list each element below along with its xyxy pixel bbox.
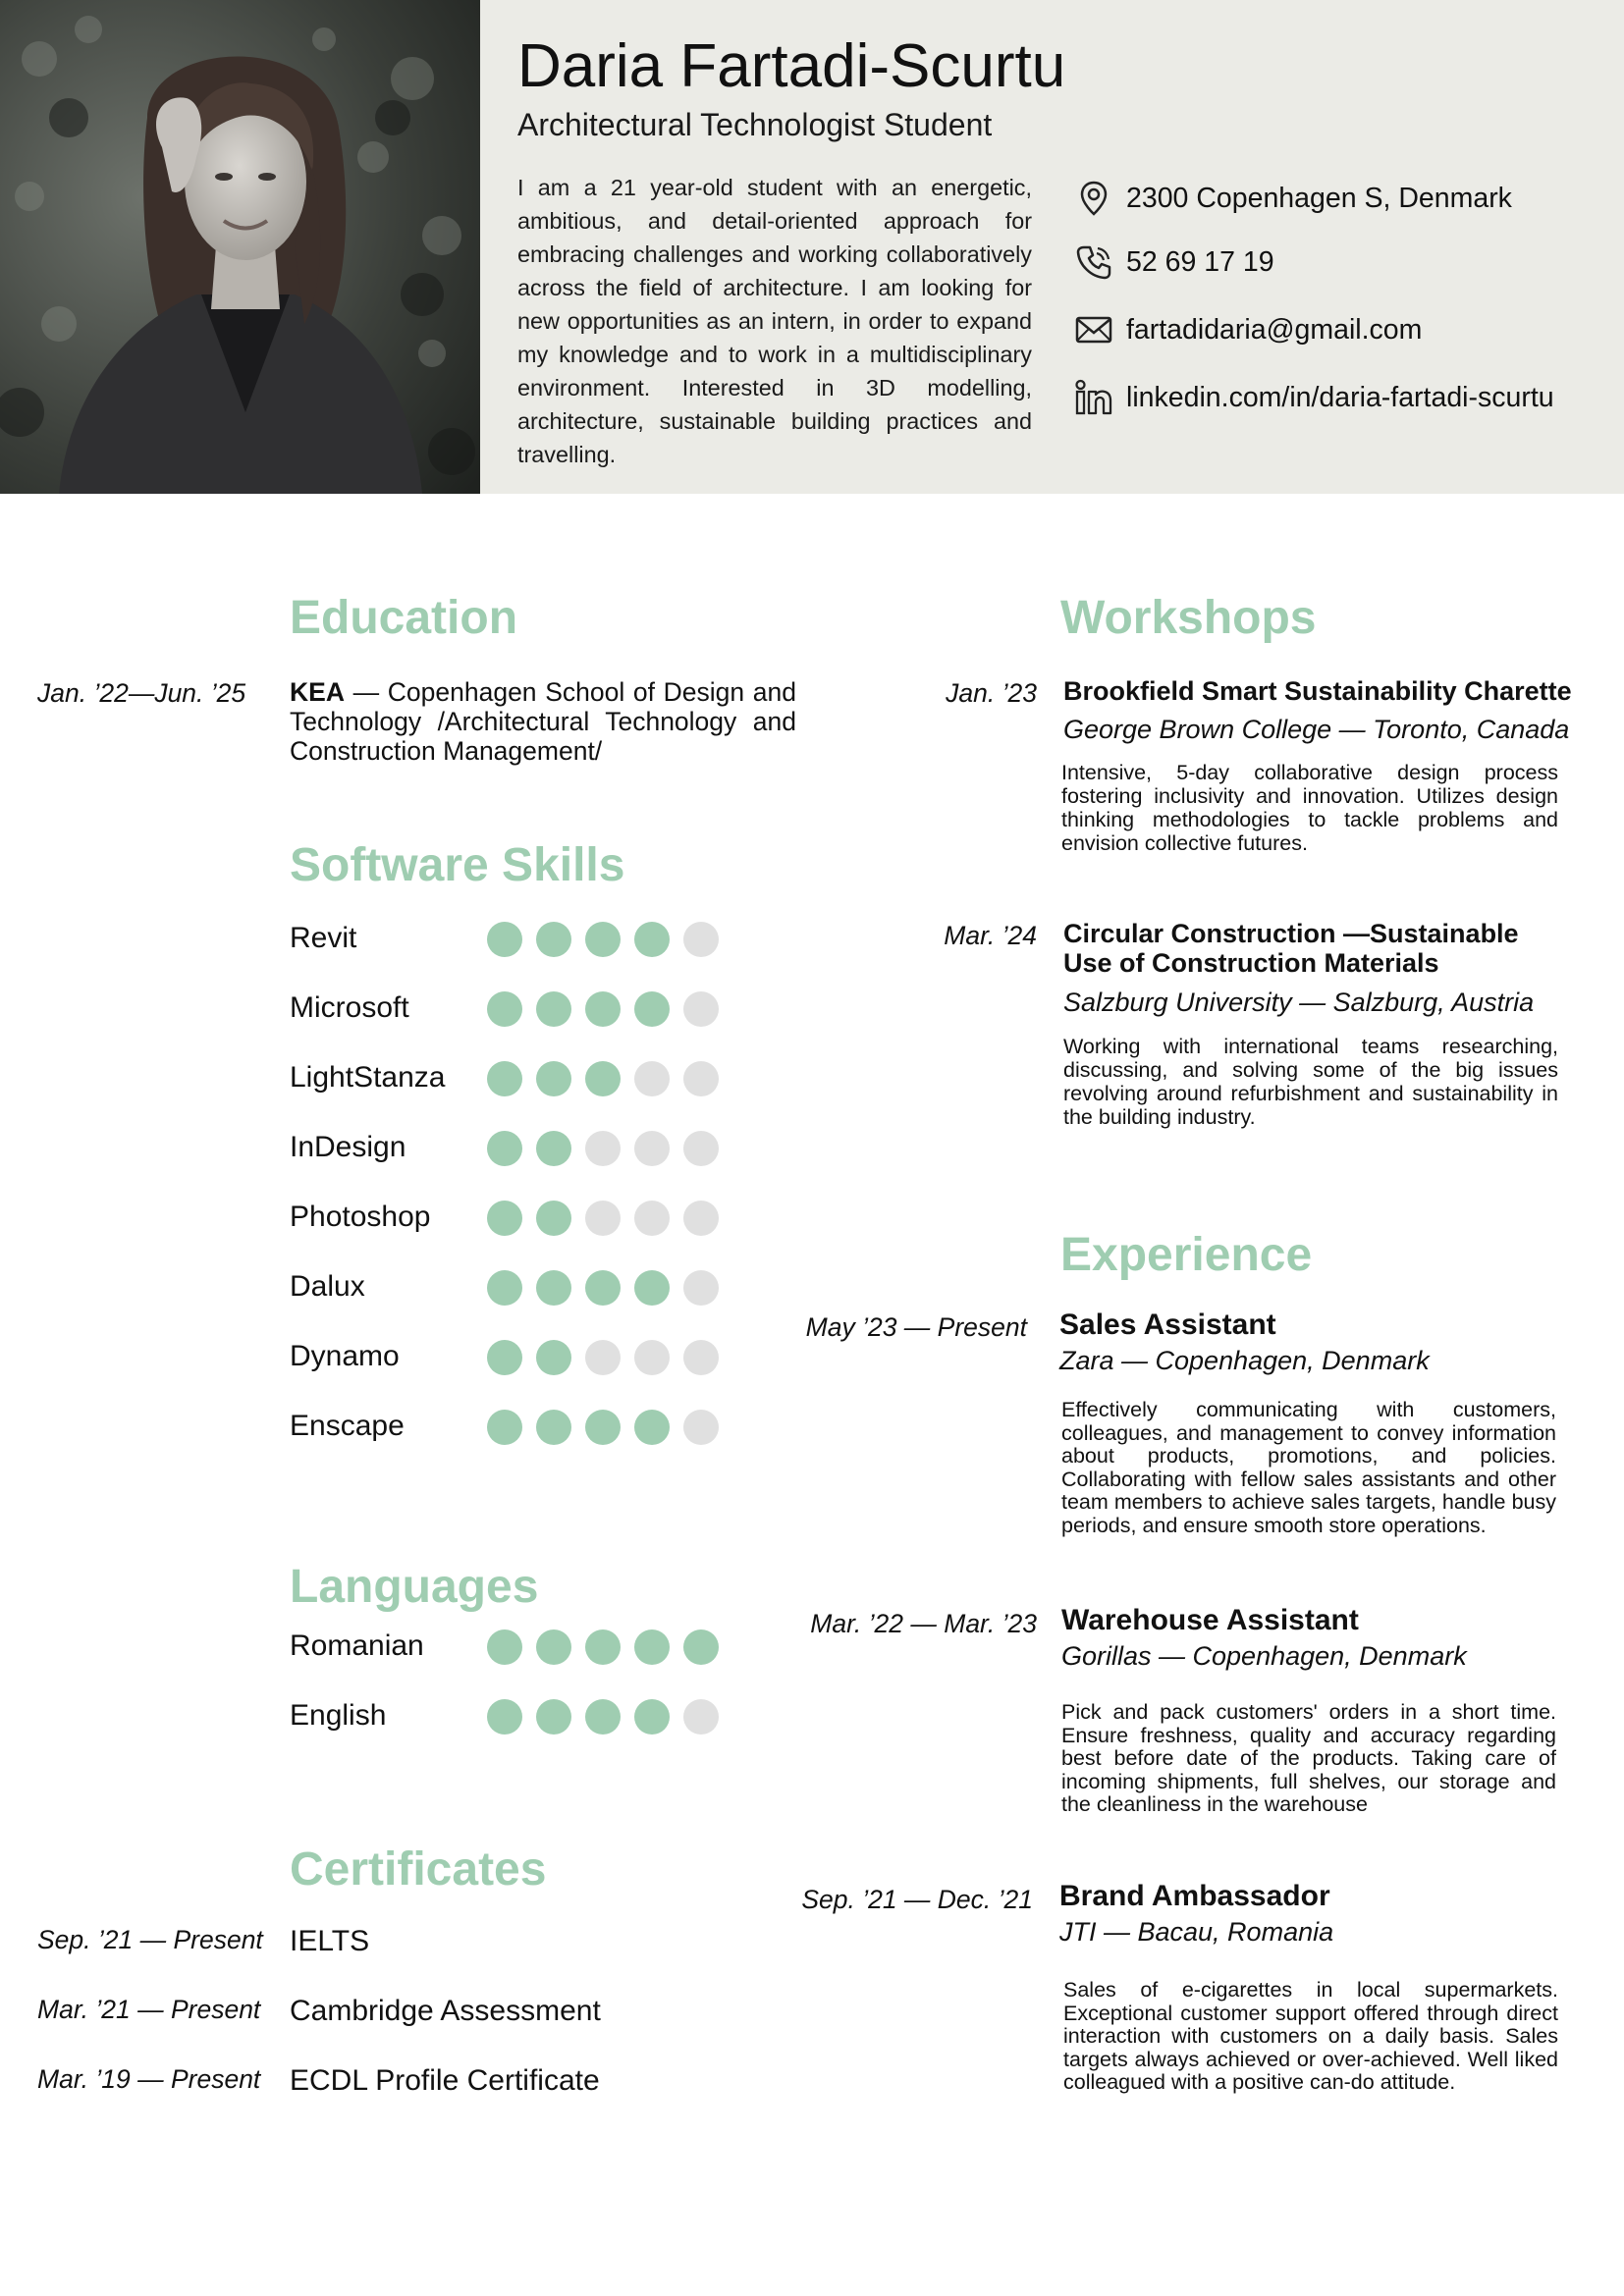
rating-dot-filled (634, 922, 670, 957)
workshop-description: Working with international teams researching, discussing, and solving some of the big issues revolving around refurbishment and sustainability in the building industry. (1063, 1035, 1558, 1129)
rating-dot-empty (683, 1699, 719, 1735)
location-pin-icon (1074, 179, 1113, 218)
rating-dot-empty (634, 1201, 670, 1236)
rating-dot-empty (634, 1131, 670, 1166)
phone-text: 52 69 17 19 (1126, 245, 1274, 278)
rating-label: LightStanza (290, 1061, 446, 1094)
experience-description: Pick and pack customers' orders in a short time. Ensure freshness, quality and accuracy regarding best before date of the products. Taking care of incoming shipments, full shelves, our storage and the cleanliness in the warehouse (1061, 1700, 1556, 1816)
rating-dot-filled (536, 1629, 571, 1665)
rating-dots (487, 1270, 732, 1306)
rating-dot-empty (683, 1061, 719, 1096)
rating-label: English (290, 1699, 387, 1732)
rating-dot-empty (634, 1340, 670, 1375)
rating-dots (487, 1131, 732, 1166)
certificate-name: Cambridge Assessment (290, 1995, 601, 2027)
experience-date: Sep. ’21 — Dec. ’21 (801, 1885, 1033, 1914)
rating-dot-filled (487, 1410, 522, 1445)
linkedin-icon (1074, 378, 1113, 417)
rating-dot-filled (536, 991, 571, 1027)
rating-dot-filled (536, 1201, 571, 1236)
rating-dot-empty (683, 1270, 719, 1306)
rating-label: Revit (290, 922, 357, 954)
rating-label: Enscape (290, 1410, 405, 1442)
linkedin-text: linkedin.com/in/daria-fartadi-scurtu (1126, 381, 1554, 413)
rating-dot-filled (585, 1629, 621, 1665)
phone-icon (1074, 242, 1113, 282)
rating-row (290, 985, 731, 1032)
rating-dot-filled (585, 991, 621, 1027)
rating-row (290, 1194, 731, 1241)
workshop-date: Jan. ’23 (946, 678, 1037, 708)
rating-label: Romanian (290, 1629, 424, 1662)
rating-dot-filled (585, 922, 621, 957)
rating-dots (487, 1699, 732, 1735)
rating-dot-filled (487, 1340, 522, 1375)
workshop-subtitle: George Brown College — Toronto, Canada (1063, 715, 1570, 744)
experience-subtitle: JTI — Bacau, Romania (1059, 1917, 1334, 1947)
rating-dot-filled (487, 922, 522, 957)
workshop-title: Brookfield Smart Sustainability Charette (1063, 676, 1572, 706)
rating-dot-empty (683, 1340, 719, 1375)
rating-dot-empty (585, 1340, 621, 1375)
contact-linkedin[interactable] (1074, 373, 1609, 422)
experience-title: Brand Ambassador (1059, 1880, 1330, 1912)
rating-dot-filled (487, 1131, 522, 1166)
contact-email[interactable] (1074, 305, 1609, 354)
workshop-title: Circular Construction —Sustainable Use of Construction Materials (1063, 919, 1519, 978)
certificate-date: Mar. ’21 — Present (37, 1995, 261, 2024)
envelope-icon (1074, 310, 1113, 349)
rating-dot-filled (683, 1629, 719, 1665)
experience-date: May ’23 — Present (805, 1312, 1027, 1342)
address-text: 2300 Copenhagen S, Denmark (1126, 182, 1512, 214)
experience-title: Sales Assistant (1059, 1308, 1276, 1341)
rating-row (290, 1403, 731, 1450)
rating-dot-filled (634, 1270, 670, 1306)
rating-dot-empty (683, 991, 719, 1027)
rating-dot-empty (585, 1131, 621, 1166)
certificate-name: ECDL Profile Certificate (290, 2064, 600, 2097)
rating-dots (487, 1629, 732, 1665)
rating-row (290, 1692, 731, 1739)
rating-dot-filled (536, 1410, 571, 1445)
rating-row (290, 1124, 731, 1171)
contact-address (1074, 174, 1609, 223)
rating-dots (487, 1340, 732, 1375)
rating-dot-filled (536, 1340, 571, 1375)
person-name: Daria Fartadi-Scurtu (517, 32, 1066, 100)
education-date: Jan. ’22—Jun. ’25 (37, 678, 246, 708)
education-heading: Education (290, 592, 518, 644)
rating-dot-filled (536, 1699, 571, 1735)
rating-label: Photoshop (290, 1201, 431, 1233)
rating-dot-filled (487, 991, 522, 1027)
rating-dot-empty (683, 1131, 719, 1166)
rating-dot-filled (585, 1270, 621, 1306)
languages-heading: Languages (290, 1561, 539, 1613)
certificate-date: Mar. ’19 — Present (37, 2064, 261, 2094)
rating-row (290, 915, 731, 962)
rating-dot-empty (683, 922, 719, 957)
education-details: — Copenhagen School of Design and Technology /Architectural Technology and Construction Management/ (290, 677, 796, 766)
workshop-date: Mar. ’24 (944, 921, 1037, 950)
education-school: KEA (290, 677, 345, 707)
rating-dot-empty (585, 1201, 621, 1236)
certificate-date: Sep. ’21 — Present (37, 1925, 263, 1954)
experience-title: Warehouse Assistant (1061, 1604, 1359, 1636)
experience-subtitle: Gorillas — Copenhagen, Denmark (1061, 1641, 1467, 1671)
rating-dot-filled (634, 1699, 670, 1735)
rating-row (290, 1054, 731, 1101)
rating-label: Dynamo (290, 1340, 400, 1372)
rating-label: Microsoft (290, 991, 409, 1024)
rating-dots (487, 991, 732, 1027)
rating-dots (487, 1061, 732, 1096)
certificates-heading: Certificates (290, 1843, 547, 1896)
rating-dots (487, 922, 732, 957)
certificate-name: IELTS (290, 1925, 370, 1957)
experience-description: Effectively communicating with customers, colleagues, and management to convey information about products, promotions, and policies. Collaborating with fellow sales assistants and other team members to achieve sales targets, handle busy periods, and ensure smooth store operations. (1061, 1398, 1556, 1537)
rating-dot-empty (683, 1201, 719, 1236)
experience-description: Sales of e-cigarettes in local supermarkets. Exceptional customer support offered through direct interaction with customers on a daily basis. Sales targets always achieved or over-achieved. Well liked colleagued with a positive can-do attitude. (1063, 1978, 1558, 2094)
rating-label: Dalux (290, 1270, 365, 1303)
experience-subtitle: Zara — Copenhagen, Denmark (1059, 1346, 1430, 1375)
rating-row (290, 1333, 731, 1380)
education-entry (290, 677, 796, 766)
software-skills-heading: Software Skills (290, 839, 625, 891)
rating-dots (487, 1201, 732, 1236)
bio-text: I am a 21 year-old student with an energetic, ambitious, and detail-oriented approach for embracing challenges and working collaboratively across the field of architecture. I am looking for new opportunities as an intern, in order to expand my knowledge and to work in a multidisciplinary environment. Interested in 3D modelling, architecture, sustainable building practices and travelling. (517, 175, 1032, 467)
rating-dot-filled (487, 1061, 522, 1096)
rating-dot-filled (487, 1201, 522, 1236)
rating-row (290, 1623, 731, 1670)
rating-dots (487, 1410, 732, 1445)
rating-dot-filled (634, 991, 670, 1027)
workshop-description: Intensive, 5-day collaborative design process fostering inclusivity and innovation. Utilizes design thinking methodologies to tackle problems and envision collective futures. (1061, 761, 1558, 855)
portrait-photo (0, 0, 480, 494)
workshops-heading: Workshops (1060, 592, 1317, 644)
experience-date: Mar. ’22 — Mar. ’23 (810, 1609, 1037, 1638)
rating-dot-filled (487, 1699, 522, 1735)
rating-dot-filled (536, 922, 571, 957)
workshop-subtitle: Salzburg University — Salzburg, Austria (1063, 988, 1535, 1017)
rating-label: InDesign (290, 1131, 406, 1163)
rating-dot-filled (634, 1629, 670, 1665)
rating-row (290, 1263, 731, 1310)
rating-dot-empty (634, 1061, 670, 1096)
email-text: fartadidaria@gmail.com (1126, 313, 1423, 346)
contact-phone[interactable] (1074, 238, 1609, 287)
rating-dot-filled (585, 1061, 621, 1096)
rating-dot-filled (585, 1410, 621, 1445)
rating-dot-filled (585, 1699, 621, 1735)
rating-dot-empty (683, 1410, 719, 1445)
job-title: Architectural Technologist Student (517, 107, 993, 142)
rating-dot-filled (487, 1270, 522, 1306)
rating-dot-filled (536, 1061, 571, 1096)
rating-dot-filled (536, 1131, 571, 1166)
rating-dot-filled (536, 1270, 571, 1306)
rating-dot-filled (634, 1410, 670, 1445)
rating-dot-filled (487, 1629, 522, 1665)
experience-heading: Experience (1060, 1229, 1313, 1281)
